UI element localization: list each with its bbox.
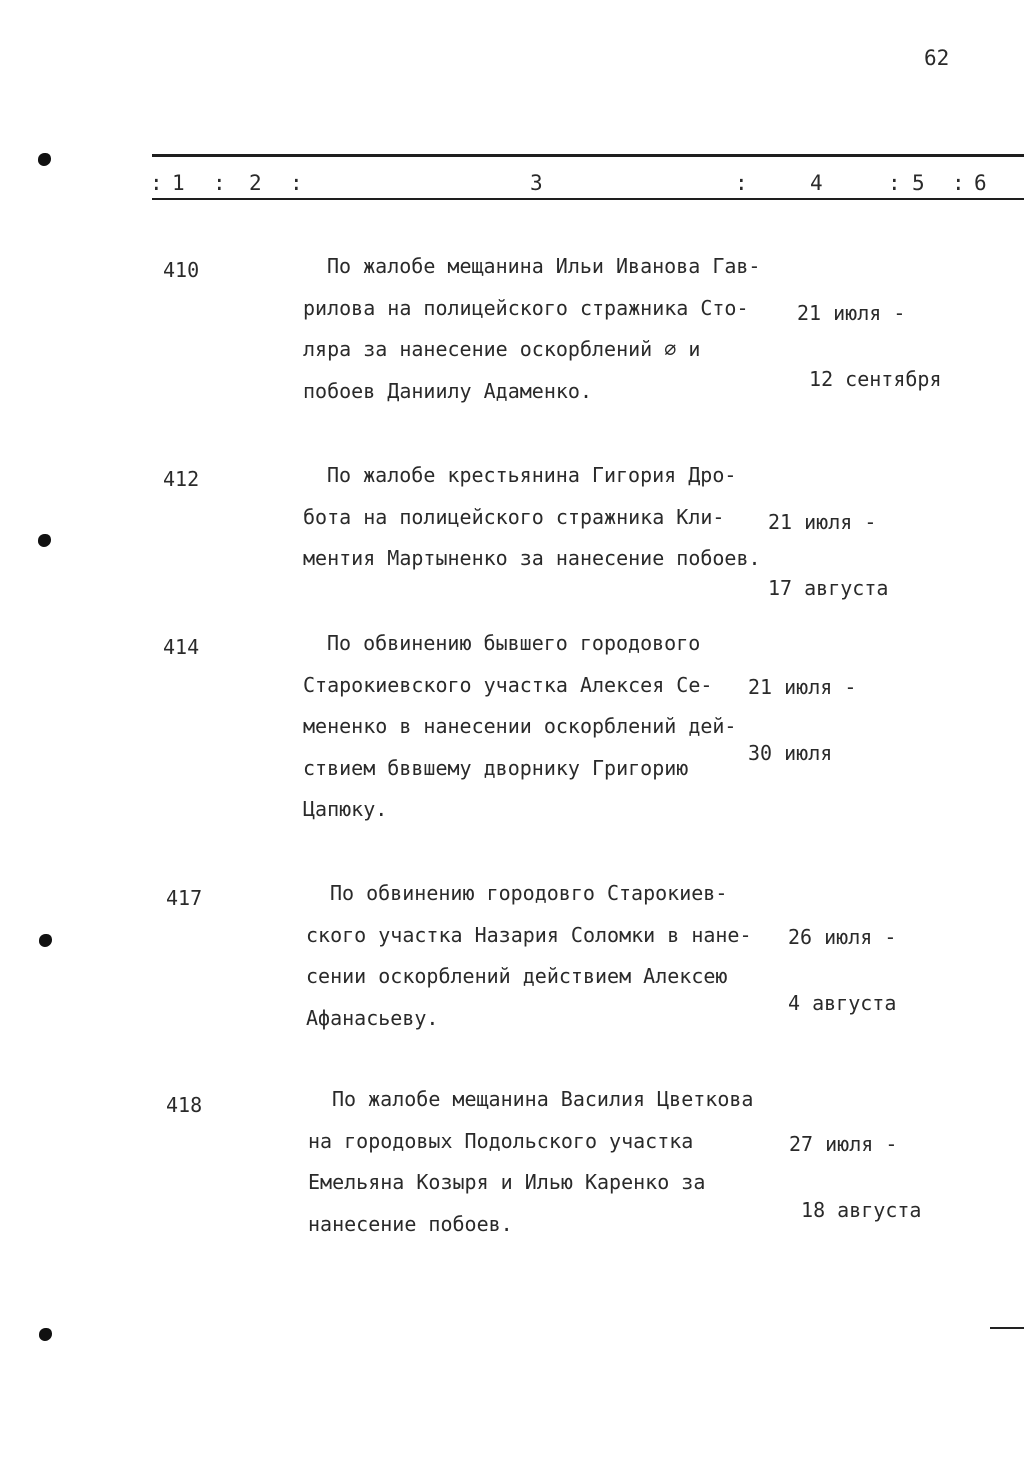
column-separator: : [150, 171, 163, 195]
entry-text-line: ментия Мартыненко за нанесение побоев. [303, 546, 761, 570]
header-bottom-rule [152, 198, 1024, 200]
entry-date-end: 30 июля [748, 741, 833, 765]
entry-description [303, 455, 761, 580]
entry-text-line: Цапюку. [303, 797, 388, 821]
margin-tick-mark [990, 1327, 1024, 1329]
entry-date-start: 21 июля - [797, 301, 906, 325]
binding-hole-mark [39, 1328, 52, 1341]
entry-text-line: бота на полицейского стражника Кли- [303, 504, 725, 529]
entry-text-line: рилова на полицейского стражника Сто- [303, 295, 749, 320]
entry-text-line: сении оскорблений действием Алексею [306, 964, 728, 988]
column-header-3: 3 [530, 171, 543, 195]
entry-description [306, 873, 752, 1039]
entry-number: 410 [163, 258, 200, 282]
column-separator: : [888, 171, 901, 195]
entry-date-start: 26 июля - [788, 925, 897, 949]
column-separator: : [952, 171, 965, 195]
entry-text-line: По обвинению бывшего городового [327, 631, 701, 655]
entry-date-end: 12 сентября [797, 367, 942, 391]
entry-number: 417 [166, 886, 203, 910]
column-header-1: 1 [172, 171, 185, 195]
entry-date-end: 18 августа [789, 1198, 922, 1222]
entry-text-line: По жалобе мещанина Ильи Иванова Гав- [327, 254, 761, 278]
column-separator: : [290, 171, 303, 195]
entry-text-line: По жалобе крестьянина Гигория Дро- [327, 463, 737, 487]
entry-date-start: 21 июля - [748, 675, 857, 699]
entry-date-range [788, 882, 896, 1036]
column-header-6: 6 [974, 171, 987, 195]
header-top-rule [152, 154, 1024, 157]
entry-number: 418 [166, 1093, 203, 1117]
entry-date-end: 17 августа [768, 576, 889, 600]
page-number: 62 [924, 46, 950, 70]
entry-text-line: Емельяна Козыря и Илью Каренко за [308, 1170, 706, 1194]
entry-number: 412 [163, 467, 200, 491]
entry-text-line: на городовых Подольского участка [308, 1128, 694, 1153]
entry-text-line: мененко в нанесении оскорблений дей- [303, 714, 737, 738]
entry-date-start: 27 июля - [789, 1132, 898, 1156]
binding-hole-mark [38, 153, 51, 166]
binding-hole-mark [38, 534, 51, 547]
entry-text-line: Старокиевского участка Алексея Се- [303, 672, 713, 697]
entry-text-line: ляра за нанесение оскорблений ∅ и [303, 337, 701, 361]
entry-date-range [768, 467, 888, 621]
entry-date-end: 4 августа [788, 991, 897, 1015]
entry-text-line: По обвинению городовго Старокиев- [330, 881, 728, 905]
entry-date-range [748, 632, 856, 786]
entry-date-range [789, 1089, 921, 1243]
entry-text-line: ствием бввшему дворнику Григорию [303, 755, 689, 780]
entry-description [303, 246, 760, 412]
entry-number: 414 [163, 635, 200, 659]
entry-description [303, 623, 736, 831]
entry-text-line: Афанасьеву. [306, 1005, 439, 1030]
binding-hole-mark [39, 934, 52, 947]
column-separator: : [213, 171, 226, 195]
entry-description [308, 1079, 753, 1245]
entry-text-line: ского участка Назария Соломки в нане- [306, 922, 752, 947]
column-separator: : [735, 171, 748, 195]
column-header-4: 4 [810, 171, 823, 195]
entry-date-range [797, 258, 942, 412]
column-header-5: 5 [912, 171, 925, 195]
entry-date-start: 21 июля - [768, 510, 877, 534]
entry-text-line: побоев Даниилу Адаменко. [303, 378, 592, 403]
column-header-2: 2 [249, 171, 262, 195]
entry-text-line: По жалобе мещанина Василия Цветкова [332, 1087, 754, 1111]
entry-text-line: нанесение побоев. [308, 1211, 513, 1236]
